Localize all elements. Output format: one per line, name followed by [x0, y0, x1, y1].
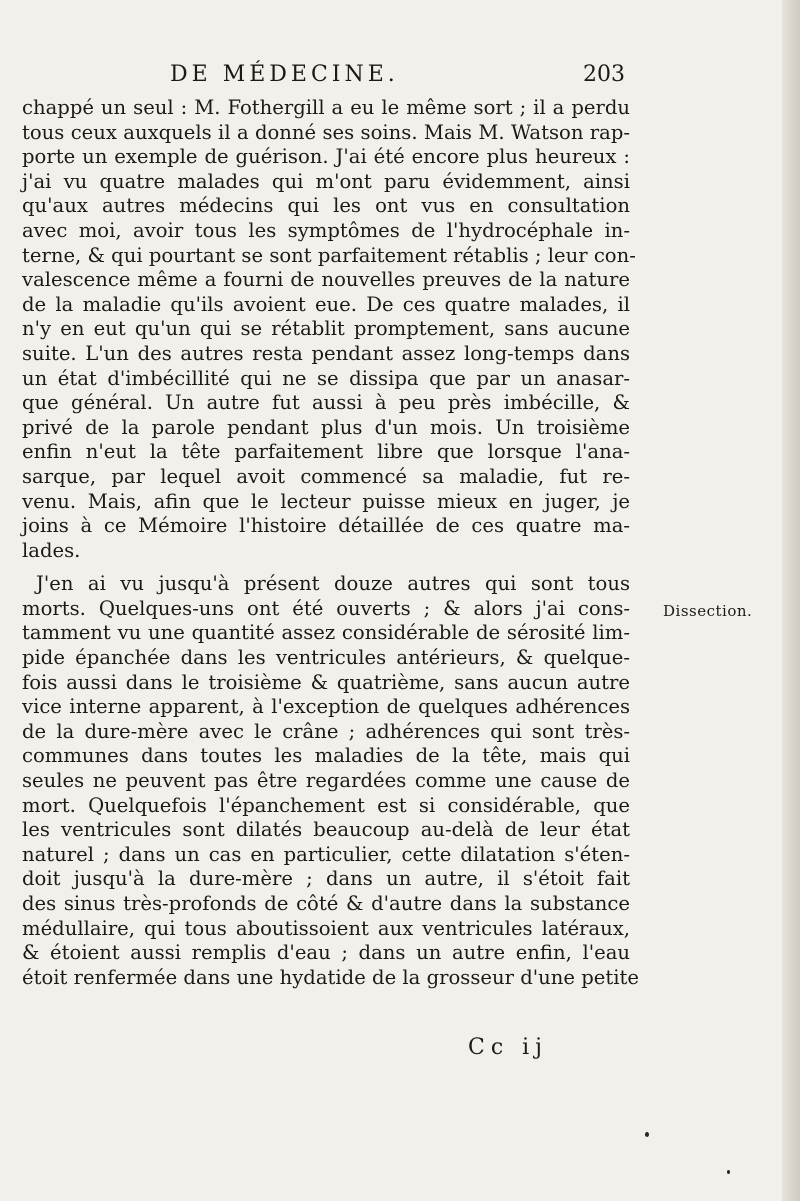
text-line: un état d'imbécillité qui ne se dissipa que par un anasar- [22, 366, 630, 390]
text-line: qu'aux autres médecins qui les ont vus en consultation [22, 194, 630, 218]
text-line: sarque, par lequel avoit commencé sa maladie, fut re- [22, 464, 630, 488]
text-line: vice interne apparent, à l'exception de quelques adhérences [22, 695, 630, 719]
text-line: que général. Un autre fut aussi à peu près imbécille, & [22, 391, 630, 415]
text-line: tous ceux auxquels il a donné ses soins. Mais M. Watson rap- [22, 120, 630, 144]
text-line: médullaire, qui tous aboutissoient aux ventricules latéraux, [22, 916, 630, 940]
text-line: terne, & qui pourtant se sont parfaitement rétablis ; leur con- [22, 243, 636, 267]
text-line: pide épanchée dans les ventricules antérieurs, & quelque- [22, 646, 630, 670]
text-line: des sinus très-profonds de côté & d'autre dans la substance [22, 892, 630, 915]
paragraph-2 [22, 572, 639, 990]
text-line: privé de la parole pendant plus d'un mois. Un troisième [22, 415, 630, 439]
text-line: les ventricules sont dilatés beaucoup au-delà de leur état [22, 818, 630, 842]
text-line: chappé un seul : M. Fothergill a eu le même sort ; il a perdu [22, 96, 630, 119]
text-line: valescence même a fourni de nouvelles preuves de la nature [22, 268, 630, 292]
text-line: joins à ce Mémoire l'histoire détaillée de ces quatre ma- [22, 514, 630, 538]
text-line: venu. Mais, afin que le lecteur puisse mieux en juger, je [22, 489, 630, 513]
text-line: porte un exemple de guérison. J'ai été encore plus heureux : [22, 145, 630, 169]
text-line: & étoient aussi remplis d'eau ; dans un autre enfin, l'eau [22, 941, 630, 965]
text-line: enfin n'eut la tête parfaitement libre que lorsque l'ana- [22, 440, 630, 464]
page-header [170, 62, 625, 94]
text-line: doit jusqu'à la dure-mère ; dans un autre, il s'étoit fait [22, 867, 630, 891]
text-line: mort. Quelquefois l'épanchement est si considérable, que [22, 793, 630, 817]
paragraph-1 [22, 96, 636, 563]
text-line: lades. [22, 538, 81, 562]
paragraph-gap [22, 563, 630, 572]
body-text [22, 96, 639, 990]
margin-note: Dissection. [663, 602, 753, 620]
text-line: étoit renfermée dans une hydatide de la grosseur d'une petite [22, 965, 639, 989]
signature-mark: Cc ij [468, 1035, 549, 1060]
running-title: DE MÉDECINE. [170, 62, 399, 87]
ink-speck [727, 1170, 730, 1174]
text-line: morts. Quelques-uns ont été ouverts ; & alors j'ai cons- [22, 596, 630, 620]
text-line: avec moi, avoir tous les symptômes de l'hydrocéphale in- [22, 218, 630, 242]
text-line: de la dure-mère avec le crâne ; adhérences qui sont très- [22, 719, 630, 743]
page-number: 203 [583, 62, 625, 87]
text-line: naturel ; dans un cas en particulier, cette dilatation s'éten- [22, 842, 630, 866]
ink-speck [645, 1132, 649, 1137]
text-line: J'en ai vu jusqu'à présent douze autres qui sont tous [36, 572, 630, 596]
text-line: de la maladie qu'ils avoient eue. De ces quatre malades, il [22, 292, 630, 316]
text-line: fois aussi dans le troisième & quatrième, sans aucun autre [22, 670, 630, 694]
text-line: suite. L'un des autres resta pendant assez long-temps dans [22, 341, 630, 365]
text-line: j'ai vu quatre malades qui m'ont paru évidemment, ainsi [22, 169, 630, 193]
text-line: communes dans toutes les maladies de la tête, mais qui [22, 744, 630, 768]
text-line: seules ne peuvent pas être regardées comme une cause de [22, 769, 630, 793]
page-edge [782, 0, 800, 1201]
text-line: tamment vu une quantité assez considérable de sérosité lim- [22, 621, 630, 645]
text-line: n'y en eut qu'un qui se rétablit promptement, sans aucune [22, 317, 630, 341]
